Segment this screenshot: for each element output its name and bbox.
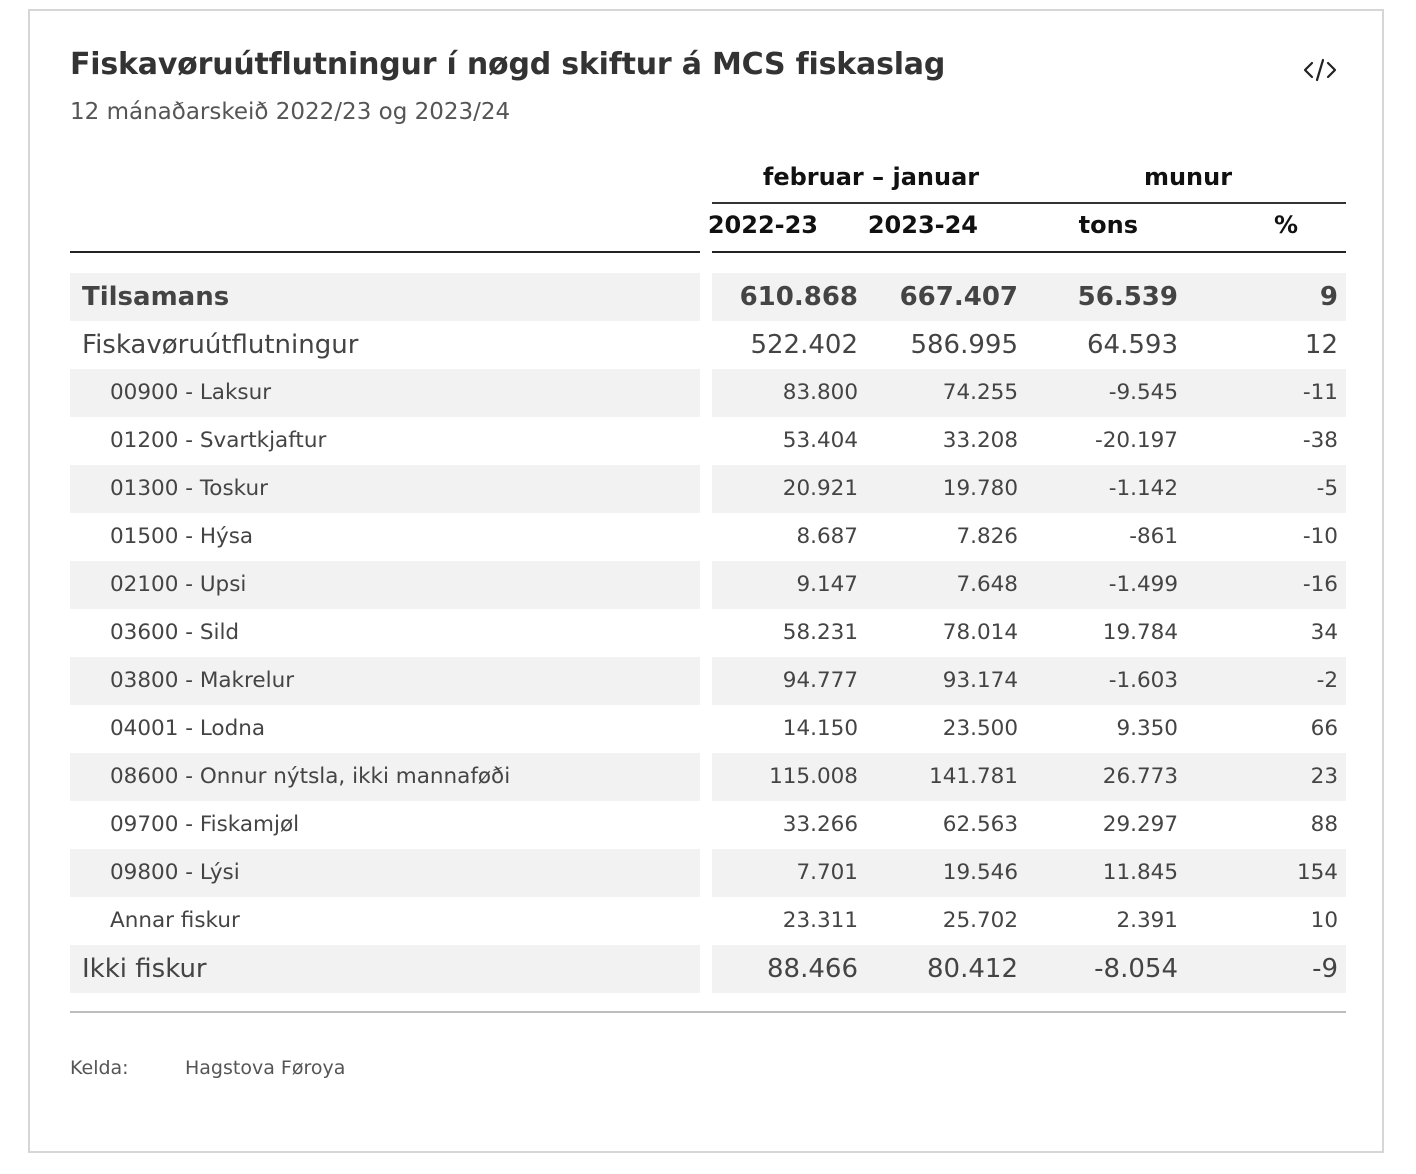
value-2023-24: 19.780 — [942, 476, 1018, 501]
value-diff-percent: -38 — [1302, 428, 1338, 453]
value-2022-23: 522.402 — [750, 330, 858, 360]
value-2023-24: 62.563 — [942, 812, 1018, 837]
value-2023-24: 7.826 — [956, 524, 1018, 549]
column-header-tons: tons — [1078, 211, 1138, 239]
table-bottom-rule — [70, 1011, 1346, 1013]
value-2023-24: 80.412 — [927, 954, 1018, 984]
group-header-rule — [712, 202, 1346, 204]
table-row — [70, 321, 1346, 369]
header-rule-right — [712, 251, 1346, 253]
value-diff-percent: 23 — [1310, 764, 1338, 789]
value-diff-tons: 2.391 — [1116, 908, 1178, 933]
value-2023-24: 25.702 — [942, 908, 1018, 933]
value-diff-tons: 9.350 — [1116, 716, 1178, 741]
value-2023-24: 7.648 — [956, 572, 1018, 597]
value-2022-23: 7.701 — [796, 860, 858, 885]
value-2022-23: 8.687 — [796, 524, 858, 549]
table-row — [70, 273, 1346, 321]
value-2023-24: 78.014 — [942, 620, 1018, 645]
row-label: 09700 - Fiskamjøl — [110, 812, 300, 837]
source-value: Hagstova Føroya — [185, 1057, 346, 1079]
row-label: 02100 - Upsi — [110, 572, 247, 597]
code-embed-icon[interactable] — [1302, 55, 1338, 85]
column-group-period: februar – januar — [762, 163, 980, 191]
value-2023-24: 23.500 — [942, 716, 1018, 741]
table-card — [28, 9, 1384, 1153]
value-diff-tons: 56.539 — [1077, 282, 1178, 312]
table-row — [70, 945, 1346, 993]
row-label: 00900 - Laksur — [110, 380, 272, 405]
table-subtitle: 12 mánaðarskeið 2022/23 og 2023/24 — [70, 99, 511, 125]
value-2022-23: 88.466 — [767, 954, 858, 984]
value-diff-percent: 88 — [1310, 812, 1338, 837]
value-diff-tons: -1.603 — [1108, 668, 1178, 693]
value-2022-23: 83.800 — [782, 380, 858, 405]
value-2023-24: 74.255 — [942, 380, 1018, 405]
value-diff-percent: 10 — [1310, 908, 1338, 933]
table-body — [70, 273, 1346, 993]
table-row — [70, 753, 1346, 801]
value-2022-23: 115.008 — [769, 764, 858, 789]
value-2022-23: 9.147 — [796, 572, 858, 597]
row-label: 09800 - Lýsi — [110, 860, 240, 885]
table-row — [70, 657, 1346, 705]
row-label: 08600 - Onnur nýtsla, ikki mannaføði — [110, 764, 511, 789]
value-2022-23: 14.150 — [782, 716, 858, 741]
table-row — [70, 369, 1346, 417]
value-2022-23: 23.311 — [782, 908, 858, 933]
value-diff-tons: -1.499 — [1108, 572, 1178, 597]
value-diff-tons: 19.784 — [1102, 620, 1178, 645]
value-2022-23: 53.404 — [782, 428, 858, 453]
table-title: Fiskavøruútflutningur í nøgd skiftur á MCS fiskaslag — [70, 47, 946, 82]
value-2023-24: 667.407 — [899, 282, 1018, 312]
value-diff-tons: 26.773 — [1102, 764, 1178, 789]
table-row — [70, 897, 1346, 945]
row-label: 04001 - Lodna — [110, 716, 266, 741]
value-diff-percent: -11 — [1302, 380, 1338, 405]
column-header-2023-24: 2023-24 — [867, 211, 978, 239]
value-diff-percent: 9 — [1319, 282, 1338, 312]
row-label: 03600 - Sild — [110, 620, 240, 645]
value-diff-tons: -9.545 — [1108, 380, 1178, 405]
value-2022-23: 20.921 — [782, 476, 858, 501]
source-label: Kelda: — [70, 1057, 129, 1079]
value-2023-24: 19.546 — [942, 860, 1018, 885]
value-diff-percent: -5 — [1316, 476, 1338, 501]
value-2022-23: 94.777 — [782, 668, 858, 693]
value-diff-tons: -20.197 — [1095, 428, 1178, 453]
value-2022-23: 610.868 — [739, 282, 858, 312]
header-rule-left — [70, 251, 700, 253]
table-row — [70, 801, 1346, 849]
value-2023-24: 33.208 — [942, 428, 1018, 453]
value-2023-24: 93.174 — [942, 668, 1018, 693]
table-row — [70, 609, 1346, 657]
value-diff-tons: -861 — [1129, 524, 1178, 549]
value-2023-24: 586.995 — [910, 330, 1018, 360]
value-diff-percent: -16 — [1302, 572, 1338, 597]
value-diff-percent: 154 — [1296, 860, 1338, 885]
row-label: 01200 - Svartkjaftur — [110, 428, 327, 453]
row-label: Annar fiskur — [110, 908, 240, 933]
value-diff-percent: 12 — [1304, 330, 1338, 360]
value-2022-23: 58.231 — [782, 620, 858, 645]
value-diff-tons: -1.142 — [1108, 476, 1178, 501]
row-label: Fiskavøruútflutningur — [82, 330, 359, 360]
column-group-difference: munur — [1143, 163, 1233, 191]
value-diff-percent: -10 — [1302, 524, 1338, 549]
value-diff-tons: 64.593 — [1087, 330, 1178, 360]
value-diff-percent: 34 — [1310, 620, 1338, 645]
value-diff-percent: -2 — [1316, 668, 1338, 693]
table-row — [70, 849, 1346, 897]
value-2023-24: 141.781 — [929, 764, 1018, 789]
value-diff-tons: -8.054 — [1094, 954, 1178, 984]
column-header-percent: % — [1273, 211, 1298, 239]
table-row — [70, 513, 1346, 561]
row-label: Tilsamans — [82, 282, 230, 312]
row-label: Ikki fiskur — [82, 954, 207, 984]
value-diff-tons: 29.297 — [1102, 812, 1178, 837]
value-diff-tons: 11.845 — [1102, 860, 1178, 885]
table-row — [70, 417, 1346, 465]
value-diff-percent: -9 — [1312, 954, 1338, 984]
row-label: 01300 - Toskur — [110, 476, 268, 501]
table-row — [70, 561, 1346, 609]
row-label: 03800 - Makrelur — [110, 668, 295, 693]
value-diff-percent: 66 — [1310, 716, 1338, 741]
value-2022-23: 33.266 — [782, 812, 858, 837]
column-header-2022-23: 2022-23 — [707, 211, 818, 239]
table-row — [70, 705, 1346, 753]
table-row — [70, 465, 1346, 513]
row-label: 01500 - Hýsa — [110, 524, 254, 549]
